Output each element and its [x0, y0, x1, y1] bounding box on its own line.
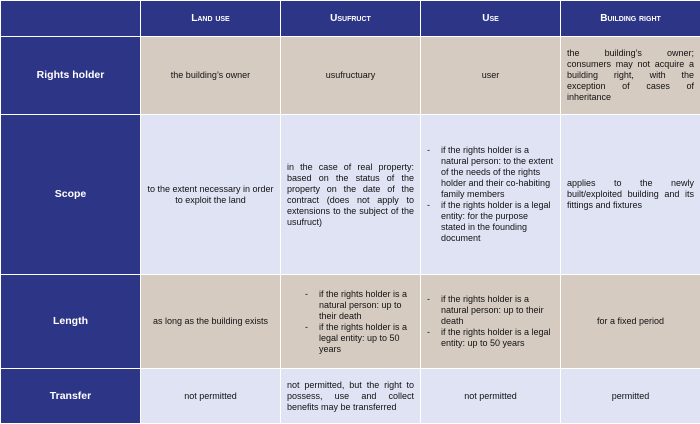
column-header-land-use: Land use — [141, 1, 281, 37]
row-scope — [1, 115, 700, 275]
cell-transfer-use: not permitted — [421, 369, 561, 424]
cell-rights-holder-building-right: the building’s owner; consumers may not acquire a building right, with the exception of cases of inheritance — [561, 37, 700, 115]
cell-rights-holder-use: user — [421, 37, 561, 115]
row-rights-holder — [1, 37, 700, 115]
cell-transfer-land-use: not permitted — [141, 369, 281, 424]
length-usufruct-list — [287, 289, 414, 355]
column-header-usufruct: Usufruct — [281, 1, 421, 37]
cell-transfer-building-right: permitted — [561, 369, 700, 424]
row-header-rights-holder: Rights holder — [1, 37, 141, 115]
cell-length-use — [421, 275, 561, 369]
scope-use-list — [427, 145, 554, 244]
list-item: - if the rights holder is a legal entity: up to 50 years — [427, 327, 554, 349]
length-use-list — [427, 294, 554, 349]
cell-scope-use — [421, 115, 561, 275]
cell-rights-holder-usufruct: usufructuary — [281, 37, 421, 115]
cell-scope-usufruct: in the case of real property: based on the status of the property on the date of the contract (does not apply to extensions to the subject of the usufruct) — [281, 115, 421, 275]
row-transfer — [1, 369, 700, 424]
header-row — [1, 1, 700, 37]
list-item: - if the rights holder is a legal entity: up to 50 years — [305, 322, 414, 355]
list-item: - if the rights holder is a natural person: up to their death — [427, 294, 554, 327]
corner-cell — [1, 1, 141, 37]
column-header-building-right: Building right — [561, 1, 700, 37]
cell-length-building-right: for a fixed period — [561, 275, 700, 369]
cell-length-land-use: as long as the building exists — [141, 275, 281, 369]
cell-scope-building-right: applies to the newly built/exploited building and its fittings and fixtures — [561, 115, 700, 275]
row-header-length: Length — [1, 275, 141, 369]
row-length — [1, 275, 700, 369]
row-header-scope: Scope — [1, 115, 141, 275]
list-item: - if the rights holder is a legal entity: for the purpose stated in the founding document — [427, 200, 554, 244]
row-header-transfer: Transfer — [1, 369, 141, 424]
list-item: - if the rights holder is a natural person: to the extent of the needs of the rights holder and their co-habiting family members — [427, 145, 554, 200]
list-item: - if the rights holder is a natural person: up to their death — [305, 289, 414, 322]
cell-transfer-usufruct: not permitted, but the right to possess, use and collect benefits may be transferred — [281, 369, 421, 424]
cell-length-usufruct — [281, 275, 421, 369]
column-header-use: Use — [421, 1, 561, 37]
cell-scope-land-use: to the extent necessary in order to exploit the land — [141, 115, 281, 275]
cell-rights-holder-land-use: the building’s owner — [141, 37, 281, 115]
